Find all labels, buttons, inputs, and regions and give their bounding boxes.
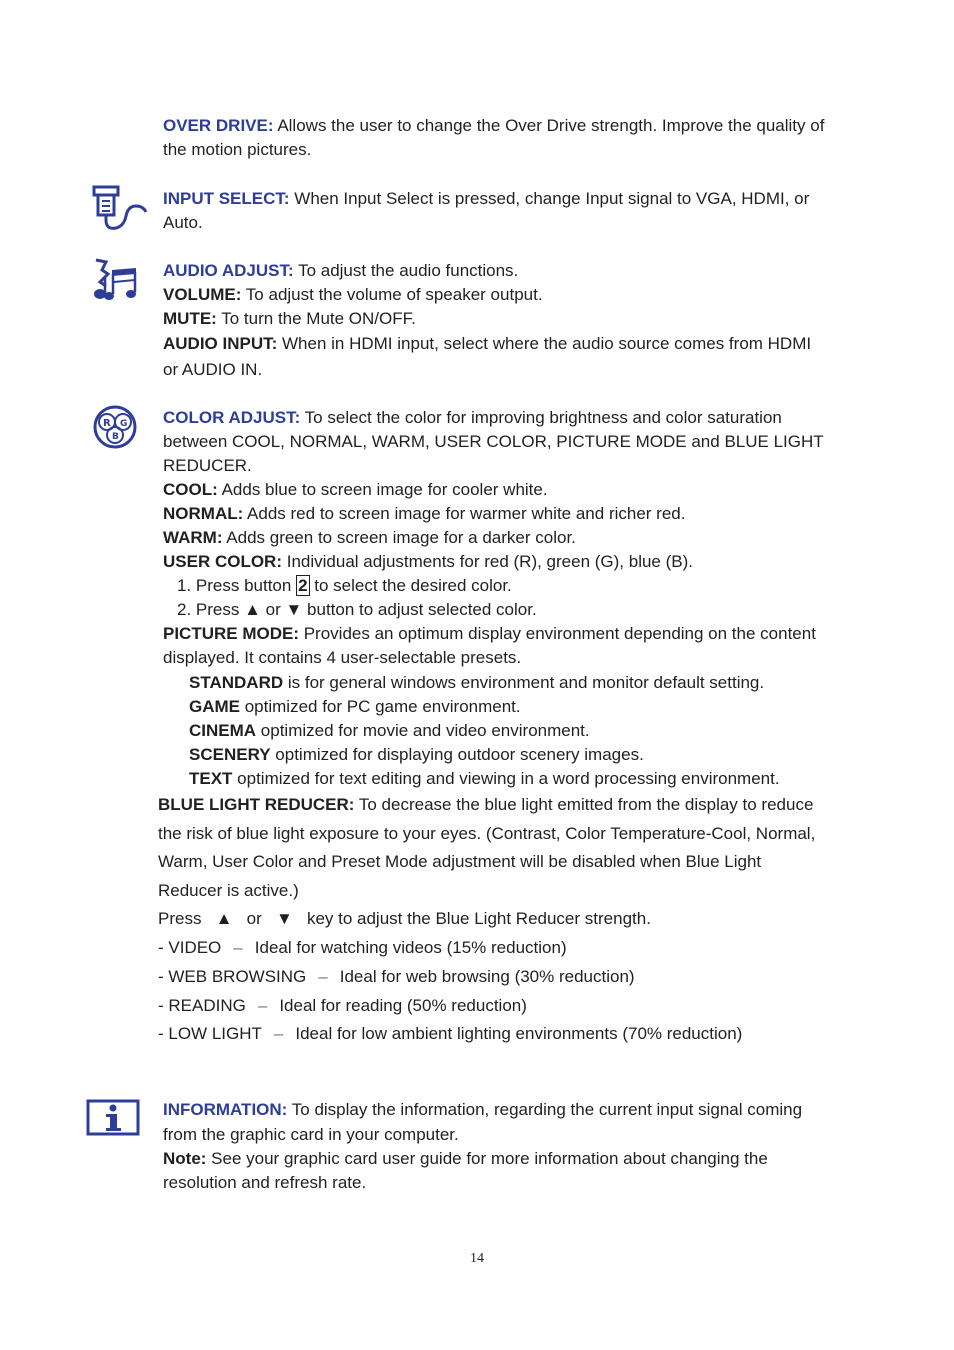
step-2-text: 2. Press [177, 600, 245, 619]
mode-name: - LOW LIGHT [158, 1024, 262, 1043]
cool-label: COOL: [163, 480, 218, 499]
preset-name: SCENERY [189, 745, 271, 764]
or-text: or [246, 909, 262, 928]
picture-mode-label: PICTURE MODE: [163, 624, 299, 643]
mode-desc: Ideal for reading (50% reduction) [279, 996, 527, 1015]
picture-mode-text: Provides an optimum display environment depending on the content [299, 624, 816, 643]
blue-light-line-2: the risk of blue light exposure to your eyes. (Contrast, Color Temperature-Cool, Normal, [158, 824, 816, 843]
picture-mode-line-1 [163, 622, 816, 646]
cool-line [163, 478, 548, 502]
information-line-1 [163, 1098, 802, 1122]
preset-desc: is for general windows environment and monitor default setting. [283, 673, 765, 692]
mode-name: - WEB BROWSING [158, 967, 307, 986]
svg-text:B: B [112, 432, 119, 442]
preset-name: TEXT [189, 769, 233, 788]
mute-text: To turn the Mute ON/OFF. [216, 309, 416, 328]
mute-label: MUTE: [163, 309, 217, 328]
user-color-line [163, 550, 693, 574]
audio-input-line-2: or AUDIO IN. [163, 360, 263, 379]
mode-desc: Ideal for watching videos (15% reduction) [254, 938, 567, 957]
down-arrow-icon: ▼ [285, 600, 303, 619]
warm-label: WARM: [163, 528, 223, 547]
note-line-1 [163, 1147, 768, 1171]
preset-desc: optimized for displaying outdoor scenery images. [270, 745, 644, 764]
preset-cinema [189, 719, 590, 743]
user-color-text: Individual adjustments for red (R), green (G), blue (B). [282, 552, 693, 571]
blue-light-text: To decrease the blue light emitted from the display to reduce [354, 795, 814, 814]
audio-adjust-title: AUDIO ADJUST: [163, 261, 294, 280]
color-adjust-line-2: between COOL, NORMAL, WARM, USER COLOR, PICTURE MODE and BLUE LIGHT [163, 432, 824, 451]
input-select-title: INPUT SELECT: [163, 189, 290, 208]
svg-text:G: G [120, 419, 128, 429]
mute-line [163, 307, 416, 331]
volume-line [163, 283, 543, 307]
volume-text: To adjust the volume of speaker output. [241, 285, 543, 304]
mode-reading [158, 994, 527, 1018]
blue-light-line-3: Warm, User Color and Preset Mode adjustment will be disabled when Blue Light [158, 852, 762, 871]
normal-line [163, 502, 685, 526]
page-number: 14 [470, 1251, 484, 1266]
preset-standard [189, 671, 764, 695]
mode-dash: – [273, 1024, 284, 1043]
color-adjust-text: To select the color for improving brightness and color saturation [300, 408, 782, 427]
preset-name: GAME [189, 697, 240, 716]
preset-desc: optimized for text editing and viewing in a word processing environment. [232, 769, 780, 788]
mode-dash: – [318, 967, 328, 986]
color-adjust-title: COLOR ADJUST: [163, 408, 301, 427]
over-drive-line-2: the motion pictures. [163, 140, 312, 159]
mode-name: - READING [158, 996, 246, 1015]
color-adjust-line-1 [163, 406, 782, 430]
warm-line [163, 526, 576, 550]
note-label: Note: [163, 1149, 207, 1168]
preset-scenery [189, 743, 644, 767]
note-text: See your graphic card user guide for more information about changing the [206, 1149, 768, 1168]
blue-light-label: BLUE LIGHT REDUCER: [158, 795, 355, 814]
step-2-or: or [260, 600, 286, 619]
mode-low-light [158, 1022, 742, 1046]
mode-dash: – [233, 938, 243, 957]
blue-light-line-1 [158, 793, 813, 817]
normal-label: NORMAL: [163, 504, 244, 523]
information-title: INFORMATION: [163, 1100, 288, 1119]
audio-adjust-line-1 [163, 259, 518, 283]
preset-name: STANDARD [189, 673, 284, 692]
warm-text: Adds green to screen image for a darker color. [222, 528, 576, 547]
color-adjust-icon [92, 404, 138, 450]
information-text: To display the information, regarding the current input signal coming [287, 1100, 803, 1119]
preset-desc: optimized for PC game environment. [240, 697, 521, 716]
step-2-after: button to adjust selected color. [302, 600, 537, 619]
preset-text [189, 767, 780, 791]
mode-dash: – [257, 996, 268, 1015]
over-drive-title: OVER DRIVE: [163, 116, 274, 135]
preset-name: CINEMA [189, 721, 257, 740]
step-1-after: to select the desired color. [309, 576, 512, 595]
mode-video [158, 936, 567, 960]
mode-desc: Ideal for web browsing (30% reduction) [339, 967, 635, 986]
audio-input-text: When in HDMI input, select where the audio source comes from HDMI [277, 334, 812, 353]
mode-web-browsing [158, 965, 635, 989]
input-select-line-1 [163, 187, 809, 211]
preset-desc: optimized for movie and video environment. [256, 721, 590, 740]
picture-mode-line-2: displayed. It contains 4 user-selectable presets. [163, 648, 522, 667]
information-icon [86, 1098, 140, 1138]
volume-label: VOLUME: [163, 285, 242, 304]
blue-light-line-4: Reducer is active.) [158, 881, 299, 900]
color-adjust-line-3: REDUCER. [163, 456, 252, 475]
mode-name: - VIDEO [158, 938, 222, 957]
note-line-2: resolution and refresh rate. [163, 1173, 367, 1192]
step-1-text: 1. Press button [177, 576, 297, 595]
audio-input-label: AUDIO INPUT: [163, 334, 278, 353]
over-drive-line-1 [163, 114, 824, 138]
up-arrow-icon: ▲ [244, 600, 261, 619]
svg-text:R: R [103, 418, 111, 429]
mode-desc: Ideal for low ambient lighting environments (70% reduction) [295, 1024, 743, 1043]
cool-text: Adds blue to screen image for cooler white. [217, 480, 548, 499]
up-arrow-icon: ▲ [215, 909, 233, 928]
over-drive-text: Allows the user to change the Over Drive strength. Improve the quality of [273, 116, 825, 135]
audio-input-line-1 [163, 332, 811, 356]
normal-text: Adds red to screen image for warmer white and richer red. [243, 504, 686, 523]
press-text: Press [158, 909, 202, 928]
input-select-text: When Input Select is pressed, change Input signal to VGA, HDMI, or [289, 189, 810, 208]
blue-light-press-line [158, 907, 651, 931]
down-arrow-icon: ▼ [275, 909, 293, 928]
input-select-icon [88, 184, 148, 234]
information-line-2: from the graphic card in your computer. [163, 1125, 459, 1144]
button-2-key: 2 [298, 576, 308, 595]
audio-adjust-icon [90, 256, 138, 304]
input-select-line-2: Auto. [163, 213, 203, 232]
user-color-step-2 [177, 598, 537, 622]
preset-game [189, 695, 521, 719]
audio-adjust-text: To adjust the audio functions. [293, 261, 519, 280]
press-after-text: key to adjust the Blue Light Reducer strength. [306, 909, 651, 928]
user-color-label: USER COLOR: [163, 552, 282, 571]
user-color-step-1 [177, 574, 512, 598]
